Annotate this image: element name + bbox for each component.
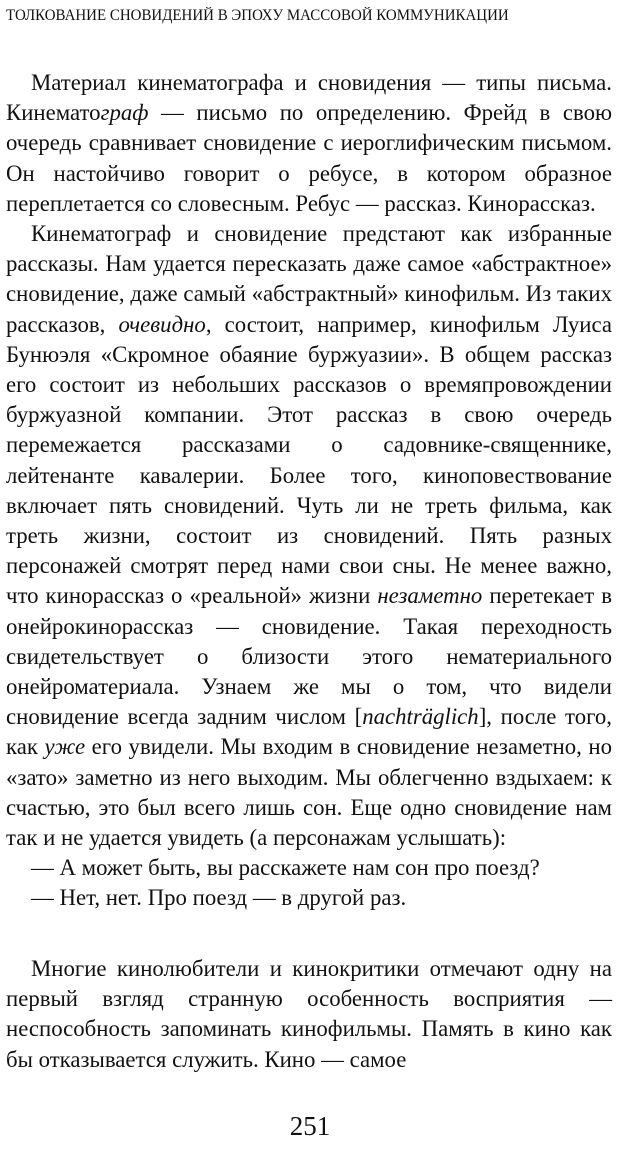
text-span: — письмо по определению. Фрейд в свою очередь сравнивает сновидение с иероглифическим письмом. Он настойчиво говорит о ребусе, в котором образное переплетается со словесным. Ребус — рассказ. Кинорассказ. <box>6 100 612 216</box>
text-span: — А может быть, вы расскажете нам сон про поезд? <box>31 855 540 881</box>
italic-span: уже <box>44 734 86 760</box>
paragraph-cinema-writing <box>6 68 612 219</box>
text-span: перетекает в онейрокинорассказ — сновидение. Такая переходность свидетельствует о близости этого нематериального онейроматериала. Узнаем же мы о том, что видели сновидение всегда задним числом [ <box>6 583 612 730</box>
italic-span: очевидно <box>118 311 206 337</box>
running-head: ТОЛКОВАНИЕ СНОВИДЕНИЙ В ЭПОХУ МАССОВОЙ КОММУНИКАЦИИ <box>6 7 509 24</box>
page-number: 251 <box>289 1111 331 1141</box>
text-span: ], после того, как <box>6 704 612 760</box>
text-span: , состоит, например, кинофильм Луиса Бунюэля «Скромное обаяние буржуазии». В общем рассказ его состоит из небольших рассказов о времяпровождении буржуазной компании. Этот рассказ в свою очередь перемежается рассказами о садовнике-священнике, лейтенанте кавалерии. Более того, киноповествование включает пять сновидений. Чуть ли не треть фильма, как треть жизни, состоит из сновидений. Пять разных персонажей смотрят перед нами свои сны. Не менее важно, что кинорассказ о «реальной» жизни <box>6 311 612 609</box>
text-span: Многие кинолюбители и кинокритики отмечают одну на первый взгляд странную особенность восприятия — неспособность запоминать кинофильмы. Память в кино как бы отказывается служить. Кино — самое <box>6 956 612 1072</box>
text-span: Кинематограф и сновидение предстают как избранные рассказы. Нам удается пересказать даже самое «абстрактное» сновидение, даже самый «абстрактный» кинофильм. Из таких рассказов, <box>6 221 612 337</box>
italic-span: nachträglich <box>362 704 479 730</box>
dialogue-line-question <box>6 853 612 883</box>
paragraph-buñuel-dreams <box>6 219 612 853</box>
main-text-block <box>6 68 612 914</box>
italic-span: незаметно <box>377 583 483 609</box>
text-span: — Нет, нет. Про поезд — в другой раз. <box>31 885 407 911</box>
paragraph-cinema-memory <box>6 954 612 1075</box>
dialogue-line-answer <box>6 883 612 913</box>
text-span: Материал кинематографа и сновидения — типы письма. Кинемато <box>6 70 612 126</box>
text-span: его увидели. Мы входим в сновидение незаметно, но «зато» заметно из него выходим. Мы облегченно вздыхаем: к счастью, это был всего лишь сон. Еще одно сновидение нам так и не удается увидеть (а персонажам услышать): <box>6 734 613 851</box>
section-text-block <box>6 954 612 1075</box>
italic-span: граф <box>100 100 149 126</box>
